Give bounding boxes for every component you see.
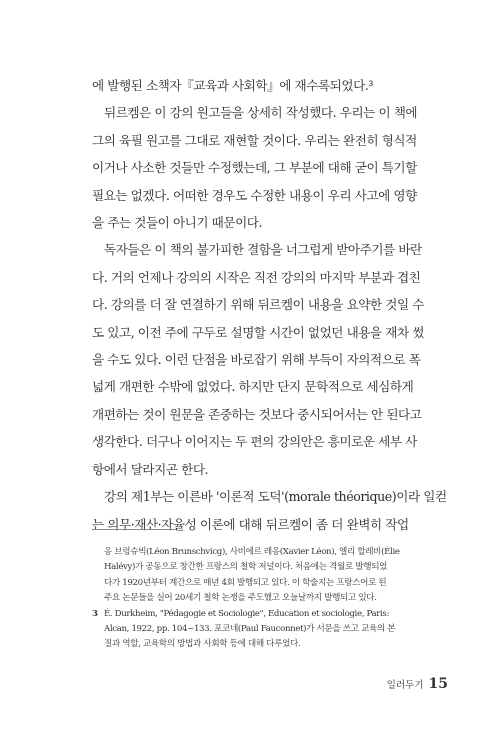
footnote-text: 다가 1920년부터 계간으로 매년 4회 발행되고 있다. 이 학술지는 프랑스어로 된 [104,577,387,588]
footnote-text: 주요 논문들을 실어 20세기 철학 논쟁을 주도했고 오늘날까지 발행되고 있다. [104,593,377,604]
footnote-rule [92,529,176,530]
footnote-text: 질과 역할, 교육학의 방법과 사회학 등에 대해 다루었다. [104,639,301,650]
body-line: 을 수도 있다. 이런 단점을 바로잡기 위해 부득이 자의적으로 폭 [92,352,421,368]
body-line: 뒤르켐은 이 강의 원고들을 상세히 작성했다. 우리는 이 책에 [104,105,418,121]
section-label: 일러두기 [386,680,424,691]
body-line: 그의 육필 원고를 그대로 재현할 것이다. 우리는 완전히 형식적 [92,132,417,148]
page-number: 15 [428,676,448,692]
body-line: 독자들은 이 책의 불가피한 결함을 너그럽게 받아주기를 바란 [104,242,422,258]
body-line: 다. 강의를 더 잘 연결하기 위해 뒤르켐이 내용을 요약한 것일 수 [92,297,424,313]
running-footer [387,676,448,692]
body-line: 이거나 사소한 것들만 수정했는데, 그 부분에 대해 굳이 특기할 [92,160,417,176]
footnote-number: 3 [92,608,98,619]
body-line: 필요는 없겠다. 어떠한 경우도 수정한 내용이 우리 사고에 영향 [92,187,417,203]
footnote-line [92,607,452,622]
footnote-line [92,637,452,652]
body-line: 항에서 달라지곤 한다. [92,461,209,477]
body-line: 도 있고, 이전 주에 구두로 설명할 시간이 없었던 내용을 재차 썼 [92,324,424,340]
footnote-line [92,591,452,606]
body-line: 강의 제1부는 이른바 '이론적 도덕'(morale théorique)이라 일컫 [104,489,447,505]
footnote-text: Halévy)가 공동으로 창간한 프랑스의 철학 저널이다. 처음에는 격월로 발행되었 [104,562,388,573]
body-line: 개편하는 것이 원문을 존중하는 것보다 중시되어서는 안 된다고 [92,406,422,422]
body-line: 넓게 개편한 수밖에 없었다. 하지만 단지 문학적으로 세심하게 [92,379,414,395]
footnote-line [92,622,452,637]
footnote-text: 옹 브렁슈빅(Léon Brunschvicg), 사비에르 레옹(Xavier Léon), 엘리 할레비(Élie [104,547,400,557]
body-line: 는 의무·재산·자율성 이론에 대해 뒤르켐이 좀 더 완벽히 작업 [92,516,409,532]
body-line: 을 주는 것들이 아니기 때문이다. [92,215,263,231]
footnote-line [92,560,452,575]
body-line: 에 발행된 소책자『교육과 사회학』에 재수록되었다.³ [92,78,373,93]
footnote-line [92,545,452,560]
footnote-text: É. Durkheim, "Pédagogie et Sociologie", Education et sociologie, Paris: [104,608,390,619]
body-line: 생각한다. 더구나 이어지는 두 편의 강의안은 흥미로운 세부 사 [92,434,417,450]
body-text [92,72,447,538]
footnote-line [92,576,452,591]
footnotes [92,545,452,653]
footnote-text: Alcan, 1922, pp. 104~133. 포코네(Paul Fauconnet)가 서문을 쓰고 교육의 본 [104,624,396,635]
body-line: 다. 거의 언제나 강의의 시작은 직전 강의의 마지막 부분과 겹친 [92,269,421,285]
